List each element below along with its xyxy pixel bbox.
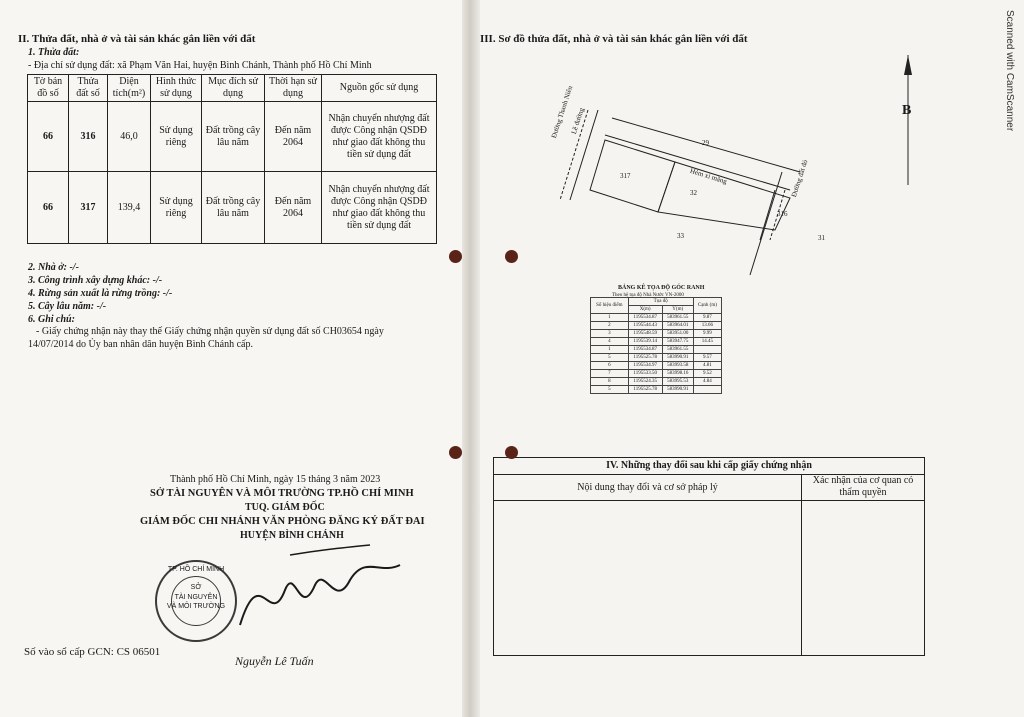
changes-col-content: Nội dung thay đổi và cơ sở pháp lý bbox=[494, 475, 802, 501]
coord-cell: 1195534.87 bbox=[628, 346, 662, 354]
coord-cell: 1195539.14 bbox=[628, 338, 662, 346]
changes-table bbox=[493, 457, 925, 656]
signature-title: GIÁM ĐỐC CHI NHÁNH VĂN PHÒNG ĐĂNG KÝ ĐẤT ĐAI bbox=[140, 516, 425, 527]
coord-cell bbox=[693, 346, 721, 354]
coord-cell: 2 bbox=[591, 322, 629, 330]
scanner-watermark: Scanned with CamScanner bbox=[1004, 10, 1015, 132]
cell-area: 139,4 bbox=[108, 172, 151, 244]
land-address: - Địa chỉ sử dụng đất: xã Phạm Văn Hai, huyện Bình Chánh, Thành phố Hồ Chí Minh bbox=[28, 60, 372, 71]
coord-table-title: BẢNG KÊ TỌA ĐỘ GÓC RANH bbox=[618, 285, 705, 291]
section-title-map: III. Sơ đồ thửa đất, nhà ở và tài sản khác gắn liền với đất bbox=[480, 33, 748, 45]
table-row bbox=[591, 322, 722, 330]
cell-use-term: Đến năm 2064 bbox=[265, 102, 322, 172]
coord-col-x: X(m) bbox=[628, 306, 662, 314]
item-other-construction: 3. Công trình xây dựng khác: -/- bbox=[28, 275, 163, 286]
table-row bbox=[591, 370, 722, 378]
table-row bbox=[591, 346, 722, 354]
coord-cell: 583990.91 bbox=[662, 386, 693, 394]
coord-cell: 583964.01 bbox=[662, 322, 693, 330]
col-use-purpose: Mục đích sử dụng bbox=[202, 75, 265, 102]
col-use-term: Thời hạn sử dụng bbox=[265, 75, 322, 102]
official-seal bbox=[155, 560, 237, 642]
cell-use-purpose: Đất trồng cây lâu năm bbox=[202, 102, 265, 172]
table-row bbox=[591, 354, 722, 362]
table-row bbox=[591, 378, 722, 386]
binding-hole bbox=[505, 446, 518, 459]
coord-cell: 4.84 bbox=[693, 378, 721, 386]
coord-cell: 583961.55 bbox=[662, 314, 693, 322]
cell-use-form: Sử dụng riêng bbox=[151, 102, 202, 172]
seal-mid2-text: VÀ MÔI TRƯỜNG bbox=[166, 603, 226, 610]
cell-plot-number: 317 bbox=[69, 172, 108, 244]
item-land-plot: 1. Thửa đất: bbox=[28, 47, 80, 58]
col-area: Diện tích(m²) bbox=[108, 75, 151, 102]
coord-cell: 6 bbox=[591, 362, 629, 370]
coord-cell: 583998.16 bbox=[662, 370, 693, 378]
coord-cell: 1195525.78 bbox=[628, 386, 662, 394]
coord-cell: 5 bbox=[591, 386, 629, 394]
coord-cell: 583990.91 bbox=[662, 354, 693, 362]
coord-cell: 9.87 bbox=[693, 314, 721, 322]
changes-title: IV. Những thay đổi sau khi cấp giấy chứng nhận bbox=[494, 458, 924, 475]
coord-cell: 5 bbox=[591, 354, 629, 362]
item-house: 2. Nhà ở: -/- bbox=[28, 262, 79, 273]
seal-mid1-text: TÀI NGUYÊN bbox=[174, 594, 218, 601]
coord-cell: 13.66 bbox=[693, 322, 721, 330]
signature-scribble bbox=[230, 540, 410, 640]
changes-divider bbox=[801, 500, 802, 655]
right-page bbox=[470, 0, 1024, 717]
map-label-road-edge: Lề đường bbox=[569, 106, 586, 136]
table-row bbox=[591, 314, 722, 322]
table-row bbox=[591, 338, 722, 346]
note-line-2: 14/07/2014 do Ủy ban nhân dân huyện Bình Chánh cấp. bbox=[28, 339, 253, 350]
cell-use-term: Đến năm 2064 bbox=[265, 172, 322, 244]
binding-hole bbox=[449, 446, 462, 459]
coord-cell: 583951.00 bbox=[662, 330, 693, 338]
signature-org: SỞ TÀI NGUYÊN VÀ MÔI TRƯỜNG TP.HỒ CHÍ MINH bbox=[150, 488, 414, 499]
coord-cell: 583995.53 bbox=[662, 378, 693, 386]
map-parcel-29: 29 bbox=[702, 139, 709, 147]
cell-map-sheet: 66 bbox=[28, 172, 69, 244]
north-arrow-icon bbox=[898, 55, 918, 185]
changes-col-confirmation: Xác nhận của cơ quan có thẩm quyền bbox=[802, 475, 924, 501]
coord-col-y: Y(m) bbox=[662, 306, 693, 314]
coord-cell: 8 bbox=[591, 378, 629, 386]
signer-name: Nguyễn Lê Tuấn bbox=[235, 654, 314, 668]
cell-area: 46,0 bbox=[108, 102, 151, 172]
table-row bbox=[28, 172, 437, 244]
item-perennial-trees: 5. Cây lâu năm: -/- bbox=[28, 301, 107, 312]
binding-hole bbox=[449, 250, 462, 263]
land-plot-table bbox=[27, 74, 437, 244]
coord-cell: 1195534.87 bbox=[628, 314, 662, 322]
coord-cell: 3 bbox=[591, 330, 629, 338]
table-header-row bbox=[28, 75, 437, 102]
seal-top-text: SỞ bbox=[190, 584, 202, 591]
coord-cell: 583993.58 bbox=[662, 362, 693, 370]
signature-branch: HUYỆN BÌNH CHÁNH bbox=[240, 530, 344, 541]
coord-cell: 1195534.97 bbox=[628, 362, 662, 370]
coord-cell: 583947.75 bbox=[662, 338, 693, 346]
map-parcel-317: 317 bbox=[620, 172, 631, 180]
cell-plot-number: 316 bbox=[69, 102, 108, 172]
table-row bbox=[591, 330, 722, 338]
cell-map-sheet: 66 bbox=[28, 102, 69, 172]
map-parcel-316: 316 bbox=[777, 210, 788, 218]
col-use-form: Hình thức sử dụng bbox=[151, 75, 202, 102]
map-label-alley: Hẻm xi măng bbox=[689, 166, 728, 186]
coord-cell: 9.57 bbox=[693, 354, 721, 362]
coord-cell: 1195548.59 bbox=[628, 330, 662, 338]
map-label-road-left: Đường Thanh Niên bbox=[549, 84, 575, 140]
date-line: Thành phố Hồ Chí Minh, ngày 15 tháng 3 năm 2023 bbox=[170, 474, 381, 485]
register-number: Số vào sổ cấp GCN: CS 06501 bbox=[24, 646, 161, 658]
cell-origin: Nhận chuyển nhượng đất được Công nhận QSDĐ như giao đất không thu tiền sử dụng đất bbox=[322, 102, 437, 172]
col-map-sheet: Tờ bản đồ số bbox=[28, 75, 69, 102]
map-parcel-31: 31 bbox=[818, 234, 825, 242]
coord-col-coords: Tọa độ bbox=[628, 298, 693, 306]
coord-col-point: Số hiệu điểm bbox=[591, 298, 629, 314]
page-fold bbox=[462, 0, 480, 717]
coord-cell: 14.45 bbox=[693, 338, 721, 346]
cell-use-form: Sử dụng riêng bbox=[151, 172, 202, 244]
coord-cell: 4.81 bbox=[693, 362, 721, 370]
map-parcel-32: 32 bbox=[690, 189, 697, 197]
coord-cell: 1 bbox=[591, 314, 629, 322]
cell-origin: Nhận chuyển nhượng đất được Công nhận QSDĐ như giao đất không thu tiền sử dụng đất bbox=[322, 172, 437, 244]
note-line-1: - Giấy chứng nhận này thay thế Giấy chứng nhận quyền sử dụng đất số CH03654 ngày bbox=[36, 326, 384, 337]
coord-cell: 583961.55 bbox=[662, 346, 693, 354]
item-planted-forest: 4. Rừng sản xuất là rừng trồng: -/- bbox=[28, 288, 173, 299]
seal-ring-text: TP. HỒ CHÍ MINH bbox=[167, 566, 225, 573]
coord-col-edge: Cạnh (m) bbox=[693, 298, 721, 314]
coord-cell: 1195525.78 bbox=[628, 354, 662, 362]
binding-hole bbox=[505, 250, 518, 263]
col-plot-number: Thửa đất số bbox=[69, 75, 108, 102]
signature-authority: TUQ. GIÁM ĐỐC bbox=[245, 502, 325, 513]
coord-cell: 9.52 bbox=[693, 370, 721, 378]
item-notes: 6. Ghi chú: bbox=[28, 314, 75, 325]
coordinate-table bbox=[590, 297, 722, 394]
coord-cell: 4 bbox=[591, 338, 629, 346]
coord-table-subtitle: Theo hệ tọa độ Nhà Nước VN-2000 bbox=[612, 293, 684, 298]
coord-cell: 1195544.43 bbox=[628, 322, 662, 330]
table-row bbox=[591, 386, 722, 394]
table-row bbox=[591, 362, 722, 370]
map-label-road-right: Đường đất đỏ bbox=[789, 158, 810, 199]
coord-cell: 1195533.50 bbox=[628, 370, 662, 378]
coord-cell: 7 bbox=[591, 370, 629, 378]
coord-cell: 1195524.35 bbox=[628, 378, 662, 386]
coord-cell bbox=[693, 386, 721, 394]
table-row bbox=[28, 102, 437, 172]
left-page bbox=[0, 0, 470, 717]
map-parcel-33: 33 bbox=[677, 232, 684, 240]
cell-use-purpose: Đất trồng cây lâu năm bbox=[202, 172, 265, 244]
coord-cell: 9.99 bbox=[693, 330, 721, 338]
col-origin: Nguồn gốc sử dụng bbox=[322, 75, 437, 102]
section-title-land: II. Thửa đất, nhà ở và tài sản khác gắn liền với đất bbox=[18, 33, 256, 45]
north-label: B bbox=[902, 103, 912, 118]
coord-cell: 1 bbox=[591, 346, 629, 354]
